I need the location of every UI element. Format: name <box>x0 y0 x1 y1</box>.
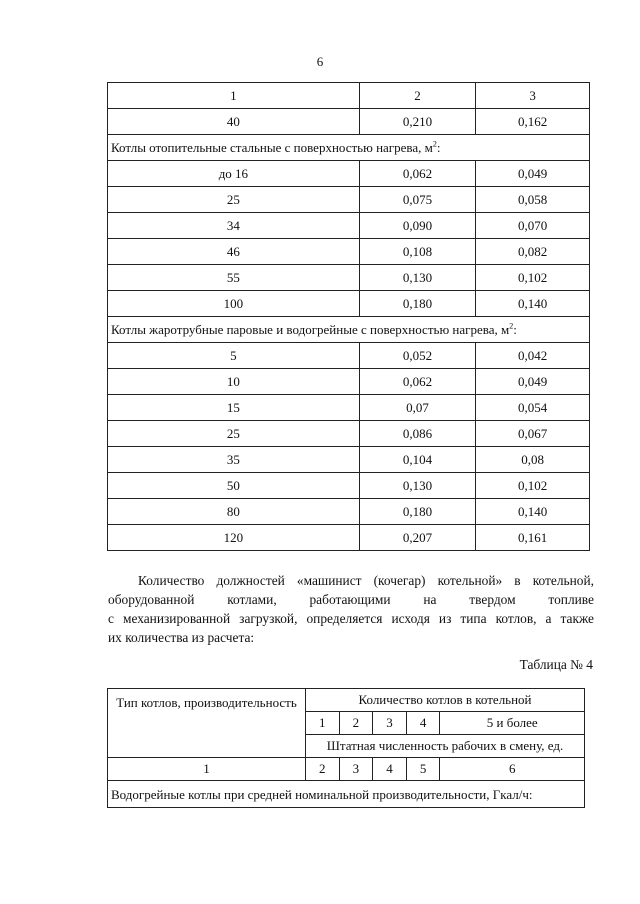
table-row <box>108 473 590 499</box>
header-cell: 2 <box>359 83 476 109</box>
numbering-cell: 4 <box>373 758 407 781</box>
table-cell: 0,140 <box>476 291 590 317</box>
table-cell: 0,070 <box>476 213 590 239</box>
table-row <box>108 447 590 473</box>
table-cell: 80 <box>108 499 360 525</box>
table-cell: 0,049 <box>476 161 590 187</box>
table-cell: 34 <box>108 213 360 239</box>
table-cell: до 16 <box>108 161 360 187</box>
table-row <box>108 499 590 525</box>
table-cell: 0,162 <box>476 109 590 135</box>
table-row <box>108 395 590 421</box>
table-row <box>108 239 590 265</box>
section-title-text: Котлы отопительные стальные с поверхностью нагрева, м <box>111 139 433 155</box>
table-cell: 0,102 <box>476 473 590 499</box>
section-title <box>108 135 590 161</box>
table4-numbering-row <box>108 758 585 781</box>
table-cell: 25 <box>108 421 360 447</box>
table-cell: 0,140 <box>476 499 590 525</box>
table-cell: 40 <box>108 109 360 135</box>
staffing-norms-table <box>107 82 590 551</box>
table-row <box>108 265 590 291</box>
section-title <box>108 317 590 343</box>
table-cell: 0,062 <box>359 369 476 395</box>
table-cell: 0,161 <box>476 525 590 551</box>
table-cell: 0,210 <box>359 109 476 135</box>
section-title-text: Котлы жаротрубные паровые и водогрейные с поверхностью нагрева, м <box>111 321 510 337</box>
table-cell: 0,054 <box>476 395 590 421</box>
table-cell: 0,082 <box>476 239 590 265</box>
table-cell: 0,130 <box>359 265 476 291</box>
table-cell: 5 <box>108 343 360 369</box>
numbering-cell: 1 <box>108 758 306 781</box>
table-label: Таблица № 4 <box>519 657 593 672</box>
table-row <box>108 187 590 213</box>
table-cell: 46 <box>108 239 360 265</box>
table-row <box>108 421 590 447</box>
section-row <box>108 317 590 343</box>
table-cell: 0,108 <box>359 239 476 265</box>
boiler-count-header: Количество котлов в котельной <box>306 689 585 712</box>
table-cell: 0,042 <box>476 343 590 369</box>
table-cell: 35 <box>108 447 360 473</box>
table-row <box>108 291 590 317</box>
table-cell: 0,207 <box>359 525 476 551</box>
table-cell: 0,102 <box>476 265 590 291</box>
table-cell: 55 <box>108 265 360 291</box>
table-cell: 0,062 <box>359 161 476 187</box>
table-row <box>108 213 590 239</box>
table-cell: 100 <box>108 291 360 317</box>
table-cell: 0,086 <box>359 421 476 447</box>
section-row <box>108 135 590 161</box>
paragraph-line: их количества из расчета: <box>108 630 255 645</box>
numbering-cell: 3 <box>339 758 373 781</box>
table-cell: 25 <box>108 187 360 213</box>
table-cell: 0,052 <box>359 343 476 369</box>
table-cell: 0,075 <box>359 187 476 213</box>
table-cell: 0,180 <box>359 291 476 317</box>
header-cell: 1 <box>108 83 360 109</box>
count-column-header: 1 <box>306 712 340 735</box>
table4-header-row-1 <box>108 689 585 712</box>
paragraph-line: с механизированной загрузкой, определяется исходя из типа котлов, а также <box>108 611 594 626</box>
table-cell: 0,07 <box>359 395 476 421</box>
numbering-cell: 5 <box>406 758 440 781</box>
table-row <box>108 343 590 369</box>
section-title: Водогрейные котлы при средней номинальной производительности, Гкал/ч: <box>108 781 585 808</box>
section-title-tail: : <box>513 321 517 337</box>
table-cell: 0,104 <box>359 447 476 473</box>
table-cell: 0,049 <box>476 369 590 395</box>
staff-header: Штатная численность рабочих в смену, ед. <box>306 735 585 758</box>
table-cell: 15 <box>108 395 360 421</box>
count-column-header: 4 <box>406 712 440 735</box>
page-number: 6 <box>316 54 324 69</box>
table-row <box>108 161 590 187</box>
table-cell: 50 <box>108 473 360 499</box>
table-cell: 0,180 <box>359 499 476 525</box>
table-cell: 0,090 <box>359 213 476 239</box>
body-paragraph <box>108 571 594 647</box>
staffing-norms-table-body <box>108 83 590 551</box>
table-cell: 120 <box>108 525 360 551</box>
boiler-type-header: Тип котлов, производительность <box>108 689 306 758</box>
unit-superscript: 2 <box>432 139 437 149</box>
count-column-header: 2 <box>339 712 373 735</box>
table-cell: 0,08 <box>476 447 590 473</box>
numbering-cell: 2 <box>306 758 340 781</box>
table-cell: 10 <box>108 369 360 395</box>
numbering-cell: 6 <box>440 758 585 781</box>
section-title-tail: : <box>436 139 441 155</box>
table-header-row <box>108 83 590 109</box>
paragraph-line: оборудованной котлами, работающими на твердом топливе <box>108 592 594 607</box>
table-row <box>108 109 590 135</box>
table-cell: 0,067 <box>476 421 590 447</box>
header-cell: 3 <box>476 83 590 109</box>
count-column-header: 5 и более <box>440 712 585 735</box>
count-column-header: 3 <box>373 712 407 735</box>
table-cell: 0,130 <box>359 473 476 499</box>
table-row <box>108 525 590 551</box>
table-row <box>108 369 590 395</box>
paragraph-line: Количество должностей «машинист (кочегар) котельной» в котельной, <box>138 573 594 588</box>
table-cell: 0,058 <box>476 187 590 213</box>
unit-superscript: 2 <box>509 321 514 331</box>
table4-section-row <box>108 781 585 808</box>
boiler-staff-table <box>107 688 585 808</box>
